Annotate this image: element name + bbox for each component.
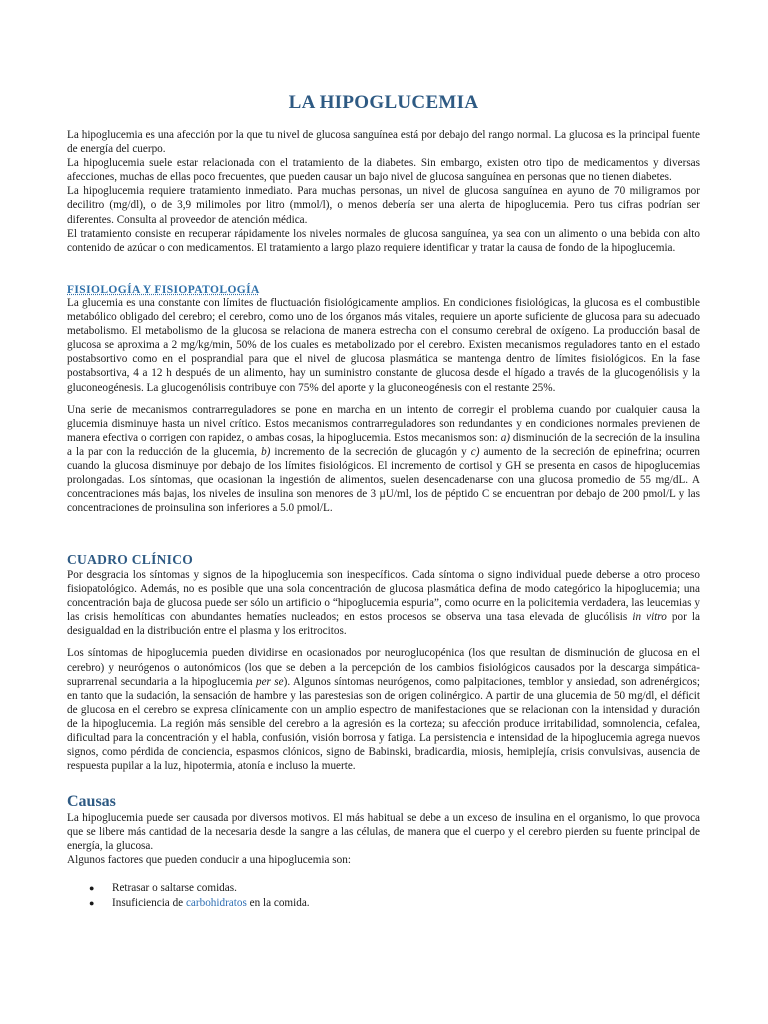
fisiologia-heading: FISIOLOGÍA Y FISIOPATOLOGÍA	[67, 284, 260, 296]
fisiologia-paragraph-2: Una serie de mecanismos contrarreguladores se pone en marcha en un intento de corregir el problema cuando por cualquier causa la glucemia disminuye hasta un nivel crítico. Estos mecanismos contrarreguladores son redundantes y en condiciones normales previenen de manera efectiva o corrigen con rapidez, o ambas cosas, la hipoglucemia. Estos mecanismos son: a) disminución de la secreción de la insulina a la par con la reducción de la glucemia, b) incremento de la secreción de glucagón y c) aumento de la secreción de epinefrina; ocurren cuando la glucosa disminuye por debajo de los límites fisiológicos. El incremento de cortisol y GH se presenta en casos de hipoglucemias prolongadas. Los síntomas, que ocasionan la ingestión de alimentos, suelen desencadenarse con una glucosa promedio de 55 mg/dL. A concentraciones más bajas, los niveles de insulina son menores de 3 µU/ml, los de péptido C se encuentran por debajo de 200 pmol/L y las concentraciones de proinsulina son inferiores a 5.0 pmol/L.	[67, 403, 701, 515]
bullet-icon: ●	[89, 883, 95, 894]
cuadro-paragraph-2: Los síntomas de hipoglucemia pueden dividirse en ocasionados por neuroglucopénica (los que resultan de disminución de glucosa en el cerebro) y neurógenos o autonómicos (los que se deben a la percepción de los cambios fisiológicos causados por la descarga simpática-suprarrenal secundaria a la hipoglucemia per se). Algunos síntomas neurógenos, como palpitaciones, temblor y ansiedad, son adrenérgicos; en tanto que la sudación, la sensación de hambre y las parestesias son de origen colinérgico. A partir de una glucemia de 50 mg/dl, el déficit de glucosa en el cerebro se expresa clínicamente con un amplio espectro de manifestaciones que se relacionan con la intensidad y duración de la hipoglucemia. La región más sensible del cerebro a la agresión es la corteza; su afección produce irritabilidad, somnolencia, cefalea, dificultad para la concentración y el habla, confusión, visión borrosa y fatiga. La persistencia e intensidad de la hipoglucemia agrega nuevos signos, como pérdida de conciencia, espasmos clónicos, signo de Babinski, bradicardia, miosis, hemiplejía, crisis convulsivas, ausencia de respuesta pupilar a la luz, hipotermia, atonía e incluso la muerte.	[67, 647, 700, 773]
carbohidratos-link[interactable]: carbohidratos	[185, 897, 247, 910]
causas-section	[67, 793, 700, 911]
intro-paragraph-2: La hipoglucemia suele estar relacionada con el tratamiento de la diabetes. Sin embargo, existen otro tipo de medicamentos y diversas afecciones, muchas de ellas poco frecuentes, que pueden causar un bajo nivel de glucosa sanguínea en personas que no tienen diabetes.	[67, 157, 700, 184]
causas-paragraph-2: Algunos factores que pueden conducir a una hipoglucemia son:	[67, 854, 351, 867]
fisiologia-section	[67, 284, 700, 515]
intro-paragraph-3: La hipoglucemia requiere tratamiento inmediato. Para muchas personas, un nivel de glucosa sanguínea en ayuno de 70 miligramos por decilitro (mg/dl), o de 3,9 milimoles por litro (mmol/l), o menos debería ser una alerta de hipoglucemia. Pero tus cifras podrían ser diferentes. Consulta al proveedor de atención médica.	[67, 185, 700, 226]
cuadro-paragraph-1: Por desgracia los síntomas y signos de la hipoglucemia son inespecíficos. Cada síntoma o signo individual puede deberse a otro proceso fisiopatológico. Además, no es posible que una sola concentración de glucosa plasmática defina de modo categórico la hipoglucemia; una concentración baja de glucosa puede ser sólo un artificio o “hipoglucemia espuria”, como ocurre en la policitemia verdadera, las leucemias y las crisis hemolíticas con abundantes hematíes nucleados; en estos procesos se observa una tasa elevada de glucólisis in vitro por la desigualdad en la distribución entre el plasma y los eritrocitos.	[67, 569, 700, 638]
bullet-icon: ●	[89, 898, 95, 909]
intro-paragraph-1: La hipoglucemia es una afección por la que tu nivel de glucosa sanguínea está por debajo del rango normal. La glucosa es la principal fuente de energía del cuerpo.	[67, 129, 700, 156]
causas-heading: Causas	[67, 793, 116, 810]
intro-section	[67, 128, 700, 255]
page-title: LA HIPOGLUCEMIA	[288, 92, 479, 113]
list-item: ● Insuficiencia de carbohidratos en la comida.	[89, 897, 310, 910]
list-item: ● Retrasar o saltarse comidas.	[89, 882, 237, 895]
causas-list	[67, 881, 700, 911]
cuadro-clinico-section	[67, 552, 700, 773]
intro-paragraph-4: El tratamiento consiste en recuperar rápidamente los niveles normales de glucosa sanguínea, ya sea con un alimento o una bebida con alto contenido de azúcar o con medicamentos. El tratamiento a largo plazo requiere identificar y tratar la causa de fondo de la hipoglucemia.	[67, 227, 700, 254]
causas-paragraph-1: La hipoglucemia puede ser causada por diversos motivos. El más habitual se debe a un exceso de insulina en el organismo, lo que provoca que se libere más cantidad de la necesaria desde la sangre a las células, de manera que el cuerpo y el cerebro pierden su fuente principal de energía, la glucosa.	[67, 812, 700, 853]
fisiologia-paragraph-1: La glucemia es una constante con límites de fluctuación fisiológicamente amplios. En condiciones fisiológicas, la glucosa es el combustible metabólico obligado del cerebro; el cerebro, como uno de los órganos más vitales, requiere un aporte suficiente de glucosa para su adecuado metabolismo. El metabolismo de la glucosa se relaciona de manera estrecha con el consumo cerebral de oxígeno. La producción basal de glucosa se aproxima a 2 mg/kg/min, 50% de los cuales es metabolizado por el cerebro. Existen mecanismos reguladores tanto en el estado postabsortivo como en el posprandial para que el nivel de glucosa plasmática se mantenga dentro de límites fisiológicos. En la fase postabsortiva, 4 a 12 h después de un alimento, hay un suministro constante de glucosa desde el hígado a través de la glucogenólisis y la gluconeogénesis. La glucogenólisis contribuye con 75% del aporte y la gluconeogénesis con el restante 25%.	[67, 297, 700, 394]
cuadro-clinico-heading: CUADRO CLÍNICO	[67, 552, 194, 567]
